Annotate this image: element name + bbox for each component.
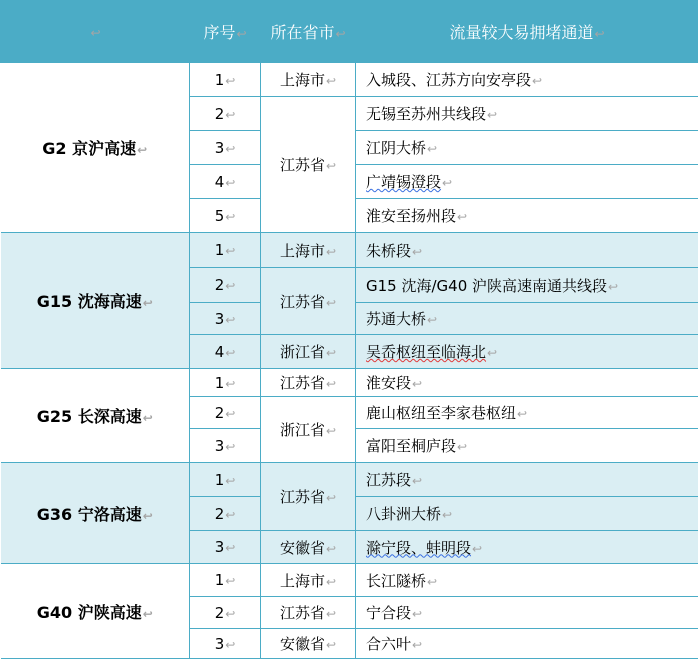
province-cell: 江苏省↩ bbox=[261, 268, 356, 335]
province-cell: 上海市↩ bbox=[261, 233, 356, 268]
section-cell: 长江隧桥↩ bbox=[356, 564, 698, 597]
row-number: 2↩ bbox=[190, 268, 261, 303]
row-number: 5↩ bbox=[190, 199, 261, 233]
highway-name-cell: G40 沪陕高速↩ bbox=[1, 564, 190, 659]
header-section: 流量较大易拥堵通道↩ bbox=[356, 1, 698, 63]
highway-name-cell: G36 宁洛高速↩ bbox=[1, 463, 190, 564]
table-row bbox=[1, 369, 698, 397]
row-number: 1↩ bbox=[190, 63, 261, 97]
section-cell: 淮安至扬州段↩ bbox=[356, 199, 698, 233]
header-province: 所在省市↩ bbox=[261, 1, 356, 63]
province-cell: 安徽省↩ bbox=[261, 531, 356, 564]
row-number: 3↩ bbox=[190, 303, 261, 335]
province-cell: 浙江省↩ bbox=[261, 397, 356, 463]
province-cell: 上海市↩ bbox=[261, 564, 356, 597]
row-number: 2↩ bbox=[190, 97, 261, 131]
section-cell: 入城段、江苏方向安亭段↩ bbox=[356, 63, 698, 97]
section-cell: 苏通大桥↩ bbox=[356, 303, 698, 335]
province-cell: 安徽省↩ bbox=[261, 629, 356, 659]
header-highway: ↩ bbox=[1, 1, 190, 63]
row-number: 2↩ bbox=[190, 597, 261, 629]
row-number: 2↩ bbox=[190, 397, 261, 429]
row-number: 3↩ bbox=[190, 429, 261, 463]
row-number: 1↩ bbox=[190, 564, 261, 597]
province-cell: 浙江省↩ bbox=[261, 335, 356, 369]
highway-name-cell: G15 沈海高速↩ bbox=[1, 233, 190, 369]
table-row bbox=[1, 463, 698, 497]
row-number: 3↩ bbox=[190, 629, 261, 659]
province-cell: 上海市↩ bbox=[261, 63, 356, 97]
row-number: 1↩ bbox=[190, 369, 261, 397]
section-cell: 江阴大桥↩ bbox=[356, 131, 698, 165]
section-cell: 滁宁段、蚌明段↩ bbox=[356, 531, 698, 564]
table-row bbox=[1, 564, 698, 597]
header-number: 序号↩ bbox=[190, 1, 261, 63]
province-cell: 江苏省↩ bbox=[261, 369, 356, 397]
row-number: 1↩ bbox=[190, 463, 261, 497]
row-number: 3↩ bbox=[190, 531, 261, 564]
section-cell: 鹿山枢纽至李家巷枢纽↩ bbox=[356, 397, 698, 429]
province-cell: 江苏省↩ bbox=[261, 97, 356, 233]
row-number: 4↩ bbox=[190, 165, 261, 199]
section-cell: 吴岙枢纽至临海北↩ bbox=[356, 335, 698, 369]
section-cell: 淮安段↩ bbox=[356, 369, 698, 397]
section-cell: 八卦洲大桥↩ bbox=[356, 497, 698, 531]
header-row bbox=[1, 1, 698, 63]
province-cell: 江苏省↩ bbox=[261, 463, 356, 531]
section-cell: 广靖锡澄段↩ bbox=[356, 165, 698, 199]
row-number: 1↩ bbox=[190, 233, 261, 268]
section-cell: 合六叶↩ bbox=[356, 629, 698, 659]
row-number: 3↩ bbox=[190, 131, 261, 165]
section-cell: 宁合段↩ bbox=[356, 597, 698, 629]
row-number: 2↩ bbox=[190, 497, 261, 531]
section-cell: 富阳至桐庐段↩ bbox=[356, 429, 698, 463]
province-cell: 江苏省↩ bbox=[261, 597, 356, 629]
section-cell: 朱桥段↩ bbox=[356, 233, 698, 268]
table-row bbox=[1, 233, 698, 268]
section-cell: G15 沈海/G40 沪陕高速南通共线段↩ bbox=[356, 268, 698, 303]
highway-name-cell: G25 长深高速↩ bbox=[1, 369, 190, 463]
section-cell: 江苏段↩ bbox=[356, 463, 698, 497]
row-number: 4↩ bbox=[190, 335, 261, 369]
section-cell: 无锡至苏州共线段↩ bbox=[356, 97, 698, 131]
highway-name-cell: G2 京沪高速↩ bbox=[1, 63, 190, 233]
table-row bbox=[1, 63, 698, 97]
